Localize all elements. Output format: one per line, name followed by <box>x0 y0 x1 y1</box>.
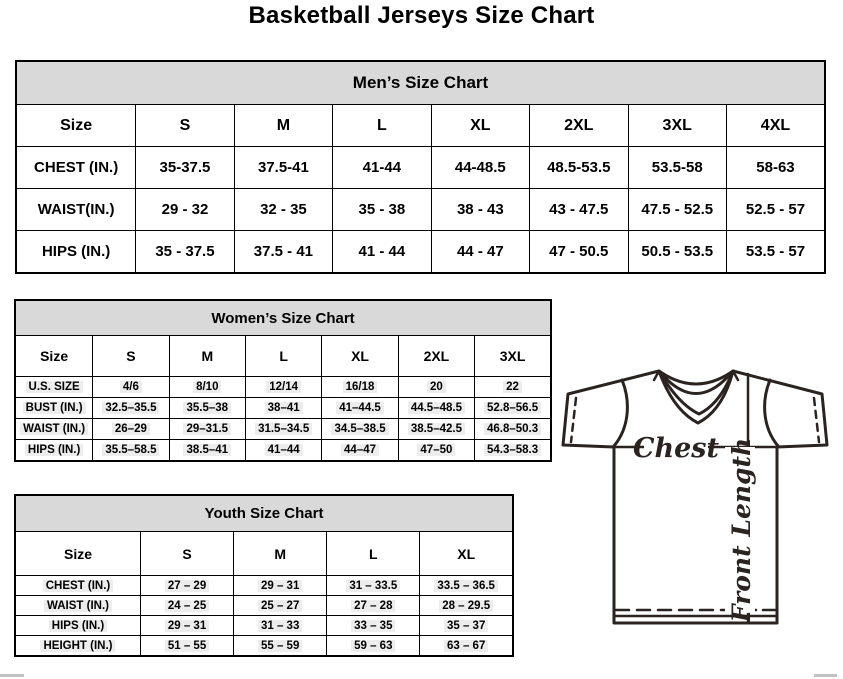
value-cell: 32 - 35 <box>234 189 332 231</box>
value-cell: 47.5 - 52.5 <box>628 189 726 231</box>
value-cell: 16/18 <box>322 377 398 398</box>
value-cell: 44 - 47 <box>431 231 529 274</box>
value-cell: 27 – 28 <box>327 596 420 616</box>
row-label: HIPS (IN.) <box>15 440 93 462</box>
value-cell: 35.5–38 <box>169 398 245 419</box>
value-cell: 38 - 43 <box>431 189 529 231</box>
value-cell: 50.5 - 53.5 <box>628 231 726 274</box>
value-cell: 44-48.5 <box>431 147 529 189</box>
size-header-cell: M <box>234 532 327 576</box>
size-header-cell: XL <box>322 336 398 377</box>
row-label: WAIST (IN.) <box>15 419 93 440</box>
value-cell: 41–44.5 <box>322 398 398 419</box>
value-cell: 52.8–56.5 <box>475 398 551 419</box>
size-header-cell: 3XL <box>628 105 726 147</box>
value-cell: 59 – 63 <box>327 636 420 657</box>
row-label: HIPS (IN.) <box>15 616 140 636</box>
value-cell: 35.5–58.5 <box>93 440 169 462</box>
value-cell: 47–50 <box>398 440 474 462</box>
size-header-cell: 4XL <box>726 105 825 147</box>
horizontal-scrollbar-fragment-left[interactable] <box>0 674 24 677</box>
value-cell: 38.5–42.5 <box>398 419 474 440</box>
youth-size-table <box>14 494 514 657</box>
value-cell: 54.3–58.3 <box>475 440 551 462</box>
womens-size-table <box>14 299 552 462</box>
value-cell: 37.5 - 41 <box>234 231 332 274</box>
value-cell: 47 - 50.5 <box>530 231 628 274</box>
value-cell: 55 – 59 <box>234 636 327 657</box>
size-header-cell: Size <box>15 336 93 377</box>
value-cell: 52.5 - 57 <box>726 189 825 231</box>
value-cell: 41–44 <box>245 440 321 462</box>
size-header-cell: L <box>327 532 420 576</box>
value-cell: 27 – 29 <box>140 576 233 596</box>
value-cell: 37.5-41 <box>234 147 332 189</box>
value-cell: 31.5–34.5 <box>245 419 321 440</box>
value-cell: 43 - 47.5 <box>530 189 628 231</box>
value-cell: 4/6 <box>93 377 169 398</box>
value-cell: 35 - 37.5 <box>136 231 234 274</box>
value-cell: 20 <box>398 377 474 398</box>
page-title: Basketball Jerseys Size Chart <box>248 2 595 29</box>
row-label: HEIGHT (IN.) <box>15 636 140 657</box>
value-cell: 8/10 <box>169 377 245 398</box>
front-length-measure-label <box>725 438 756 623</box>
row-label: CHEST (IN.) <box>16 147 136 189</box>
size-header-cell: S <box>140 532 233 576</box>
jersey-outline <box>563 371 827 623</box>
value-cell: 41-44 <box>333 147 431 189</box>
value-cell: 32.5–35.5 <box>93 398 169 419</box>
value-cell: 34.5–38.5 <box>322 419 398 440</box>
jersey-diagram-svg <box>556 352 840 644</box>
size-header-cell: 2XL <box>530 105 628 147</box>
table-title: Youth Size Chart <box>15 495 513 532</box>
value-cell: 29–31.5 <box>169 419 245 440</box>
value-cell: 35 – 37 <box>420 616 513 636</box>
size-header-cell: Size <box>15 532 140 576</box>
value-cell: 35-37.5 <box>136 147 234 189</box>
jersey-measurement-diagram <box>556 352 840 644</box>
size-header-cell: XL <box>431 105 529 147</box>
value-cell: 41 - 44 <box>333 231 431 274</box>
table-title: Women’s Size Chart <box>15 300 551 336</box>
value-cell: 46.8–50.3 <box>475 419 551 440</box>
row-label: WAIST(IN.) <box>16 189 136 231</box>
value-cell: 26–29 <box>93 419 169 440</box>
chest-label-text: Chest <box>633 433 719 464</box>
row-label: U.S. SIZE <box>15 377 93 398</box>
value-cell: 51 – 55 <box>140 636 233 657</box>
value-cell: 12/14 <box>245 377 321 398</box>
row-label: BUST (IN.) <box>15 398 93 419</box>
value-cell: 24 – 25 <box>140 596 233 616</box>
value-cell: 33.5 – 36.5 <box>420 576 513 596</box>
value-cell: 22 <box>475 377 551 398</box>
value-cell: 63 – 67 <box>420 636 513 657</box>
horizontal-scrollbar-fragment-right[interactable] <box>814 674 837 677</box>
value-cell: 38.5–41 <box>169 440 245 462</box>
size-header-cell: 2XL <box>398 336 474 377</box>
row-label: CHEST (IN.) <box>15 576 140 596</box>
value-cell: 53.5 - 57 <box>726 231 825 274</box>
front-length-label-text: Front Length <box>727 437 756 623</box>
row-label: HIPS (IN.) <box>16 231 136 274</box>
size-header-cell: L <box>245 336 321 377</box>
value-cell: 31 – 33.5 <box>327 576 420 596</box>
size-header-cell: S <box>136 105 234 147</box>
value-cell: 29 – 31 <box>140 616 233 636</box>
size-header-cell: S <box>93 336 169 377</box>
row-label: WAIST (IN.) <box>15 596 140 616</box>
value-cell: 35 - 38 <box>333 189 431 231</box>
size-header-cell: M <box>169 336 245 377</box>
mens-size-table <box>15 60 826 274</box>
value-cell: 29 – 31 <box>234 576 327 596</box>
size-header-cell: M <box>234 105 332 147</box>
value-cell: 28 – 29.5 <box>420 596 513 616</box>
value-cell: 48.5-53.5 <box>530 147 628 189</box>
value-cell: 31 – 33 <box>234 616 327 636</box>
chest-measure-label <box>633 433 719 464</box>
value-cell: 38–41 <box>245 398 321 419</box>
size-header-cell: L <box>333 105 431 147</box>
value-cell: 58-63 <box>726 147 825 189</box>
value-cell: 53.5-58 <box>628 147 726 189</box>
table-title: Men’s Size Chart <box>16 61 825 105</box>
size-header-cell: XL <box>420 532 513 576</box>
value-cell: 44.5–48.5 <box>398 398 474 419</box>
value-cell: 44–47 <box>322 440 398 462</box>
value-cell: 33 – 35 <box>327 616 420 636</box>
value-cell: 25 – 27 <box>234 596 327 616</box>
value-cell: 29 - 32 <box>136 189 234 231</box>
size-header-cell: 3XL <box>475 336 551 377</box>
size-header-cell: Size <box>16 105 136 147</box>
